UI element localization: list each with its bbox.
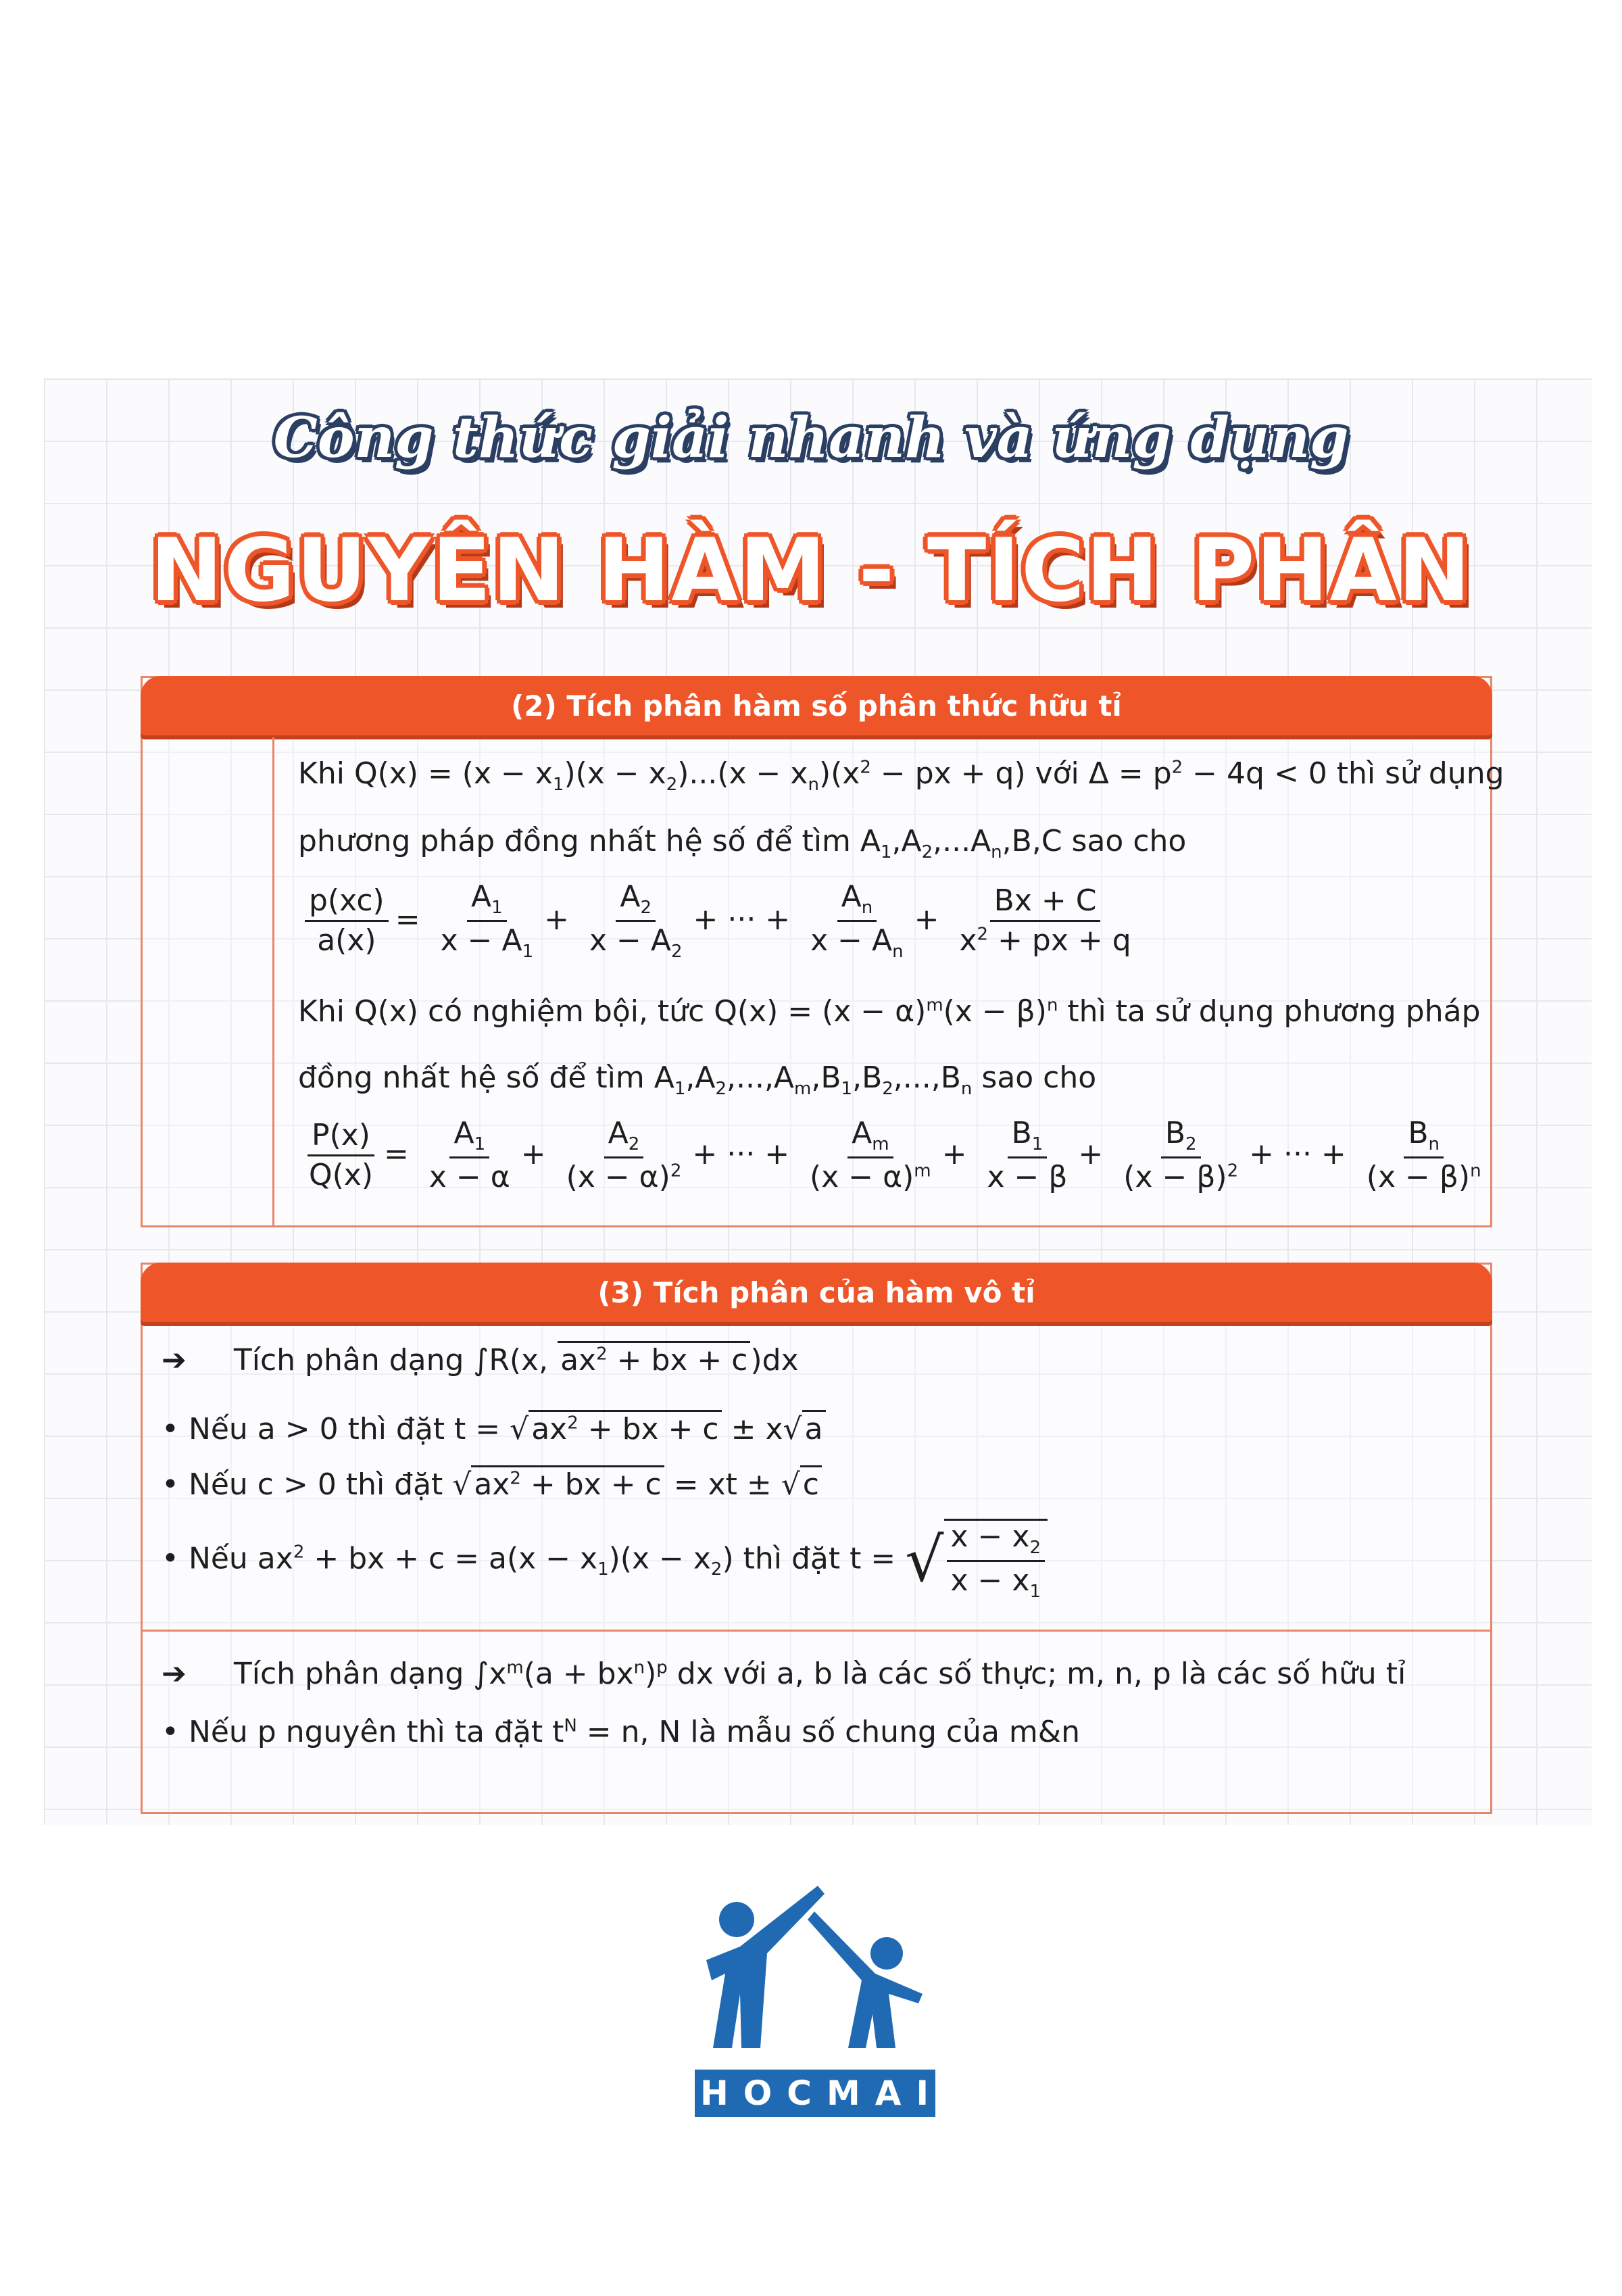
logo-wordmark: HOCMAI	[695, 2070, 935, 2117]
divider	[272, 737, 274, 1225]
bullet-line: • Nếu c > 0 thì đặt $√ax^2$ + bx + c = xt ± √c	[162, 1469, 822, 1501]
section-irrational-integral	[141, 1263, 1492, 1814]
formula-partial-fractions-1: $\frac{p(xc)}{a(x)}$ = $\frac{A_1}{x - A_1}$ + $\frac{A_2}{x - A_2}$ + ··· + $\frac{A_n}{x - A_n}$ + $\frac{Bx + C}{x^2 + px + q}$	[298, 881, 1142, 962]
formula-partial-fractions-2: $\frac{P(x)}{Q(x)}$ = $\frac{A_1}{x - \alpha}$ + $\frac{A_2}{(x - \alpha)^2}$ + ··· + $\frac{A_m}{(x - \alpha)^m}$ + $\frac{B_1}{x - \beta}$ + $\frac{B_2}{(x - \beta)^2}$ + ··· + $\frac{B_n}{(x - \beta)^n}$	[309, 1116, 1481, 1195]
text-line: đồng nhất hệ số để tìm $A_1,A_2,...,A_m,B_1,B_2,...,B_n$ sao cho	[298, 1060, 1097, 1099]
section-rational-integral	[141, 676, 1504, 1227]
divider	[143, 1630, 1490, 1632]
text-line: phương pháp đồng nhất hệ số để tìm $A_1,A_2,...A_n,B,C$ sao cho	[298, 824, 1187, 862]
text-line: Khi Q(x) có nghiệm bội, tức $Q(x) = (x - \alpha)^m(x - \beta)^n$ thì ta sử dụng phương pháp	[298, 994, 1481, 1029]
rule-line: ➔ Tích phân dạng $\int x^m(a + bx^n)^p$ dx với a, b là các số thực; m, n, p là các số hữu tỉ	[162, 1657, 1406, 1691]
script-title: Công thức giải nhanh và ứng dụng	[273, 406, 1349, 470]
rule-line: ➔ Tích phân dạng ∫R(x, $ax^2$ + bx + c)dx	[162, 1344, 799, 1377]
bullet-line: • Nếu a > 0 thì đặt $t = √ax^2$ + bx + c ± x√a	[162, 1413, 826, 1446]
bullet-line: • Nếu p nguyên thì ta đặt $t^N = n$, N là mẫu số chung của m&n	[162, 1715, 1080, 1749]
arrow-right-icon: ➔	[162, 1657, 187, 1691]
main-title: NGUYÊN HÀM - TÍCH PHÂN	[150, 520, 1472, 621]
hocmai-logo	[693, 1879, 936, 2068]
section-banner: (3) Tích phân của hàm vô tỉ	[141, 1263, 1492, 1322]
section-banner: (2) Tích phân hàm số phân thức hữu tỉ	[141, 676, 1492, 735]
arrow-right-icon: ➔	[162, 1343, 187, 1377]
text-line: Khi $Q(x) = (x - x_1)(x - x_2)...(x - x_n)(x^2$ − px + q) với $\Delta = p^2 - 4q < 0$ thì sử dụng	[298, 756, 1504, 795]
bullet-line: • Nếu $ax^2$ + bx + $c = a(x - x_1)(x - x_2)$ thì đặt t = √ $\frac{x - x_2}{x - x_1}$	[162, 1519, 1054, 1602]
